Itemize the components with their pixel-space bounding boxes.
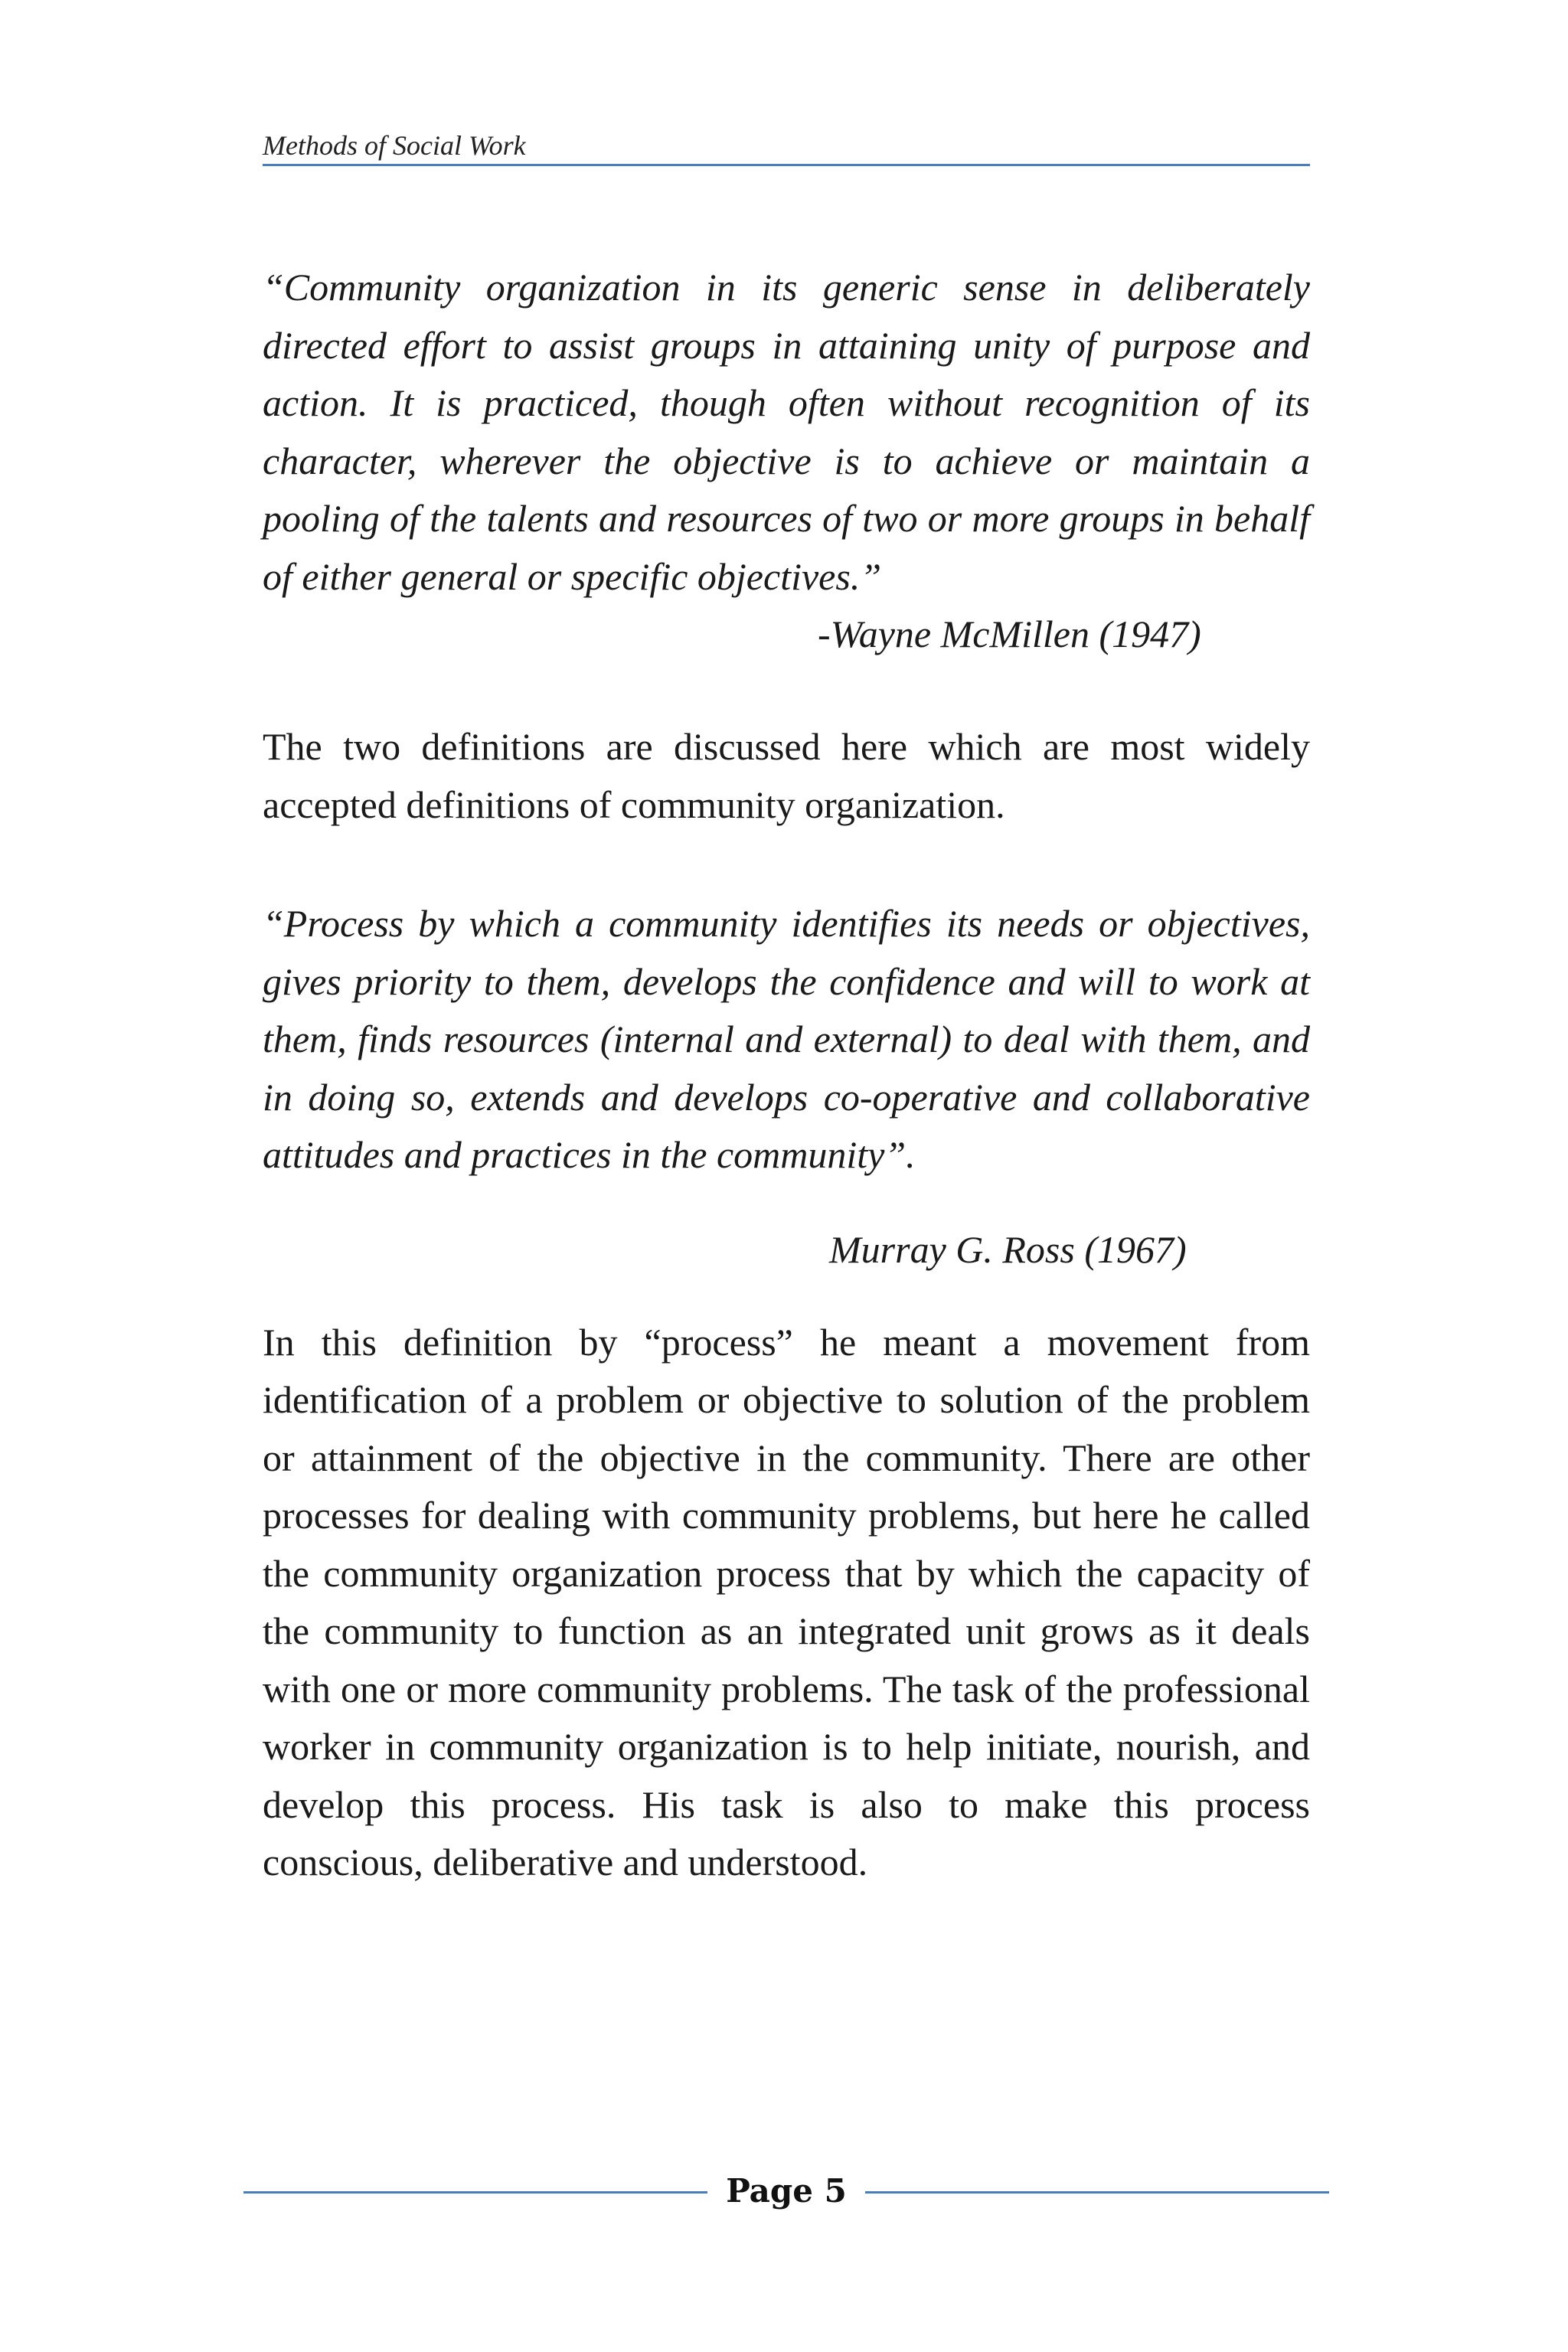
running-header-title: Methods of Social Work <box>263 130 526 161</box>
header-rule <box>263 164 1310 166</box>
page-body <box>263 259 1310 1892</box>
attribution-ross: Murray G. Ross (1967) <box>829 1227 1187 1271</box>
footer-rule-right <box>865 2191 1329 2194</box>
attribution-mcmillen: -Wayne McMillen (1947) <box>818 612 1201 655</box>
footer-rule-left <box>243 2191 707 2194</box>
page-header <box>263 129 1310 162</box>
quote-mcmillen: “Community organization in its generic sense in deliberately directed effort to assist groups in attaining unity of purpose and action. It is practiced, though often without recognition of its character, wherever the objective is to achieve or maintain a pooling of the talents and resources of two or more groups in behalf of either general or specific objectives.” <box>263 266 1310 598</box>
paragraph-definitions-intro: The two definitions are discussed here which are most widely accepted definitions of community organization. <box>263 725 1310 826</box>
page-number: Page 5 <box>726 2172 847 2210</box>
page-footer <box>243 2168 1329 2214</box>
quote-ross: “Process by which a community identifies its needs or objectives, gives priority to them, develops the confidence and will to work at them, finds resources (internal and external) to deal with them, and in doing so, extends and develops co-operative and collaborative attitudes and practices in the community”. <box>263 902 1310 1176</box>
paragraph-process-explanation: In this definition by “process” he meant a movement from identification of a problem or objective to solution of the problem or attainment of the objective in the community. There are other processes for dealing with community problems, but here he called the community organization process that by which the capacity of the community to function as an integrated unit grows as it deals with one or more community problems. The task of the professional worker in community organization is to help initiate, nourish, and develop this process. His task is also to make this process conscious, deliberative and understood. <box>263 1320 1310 1883</box>
